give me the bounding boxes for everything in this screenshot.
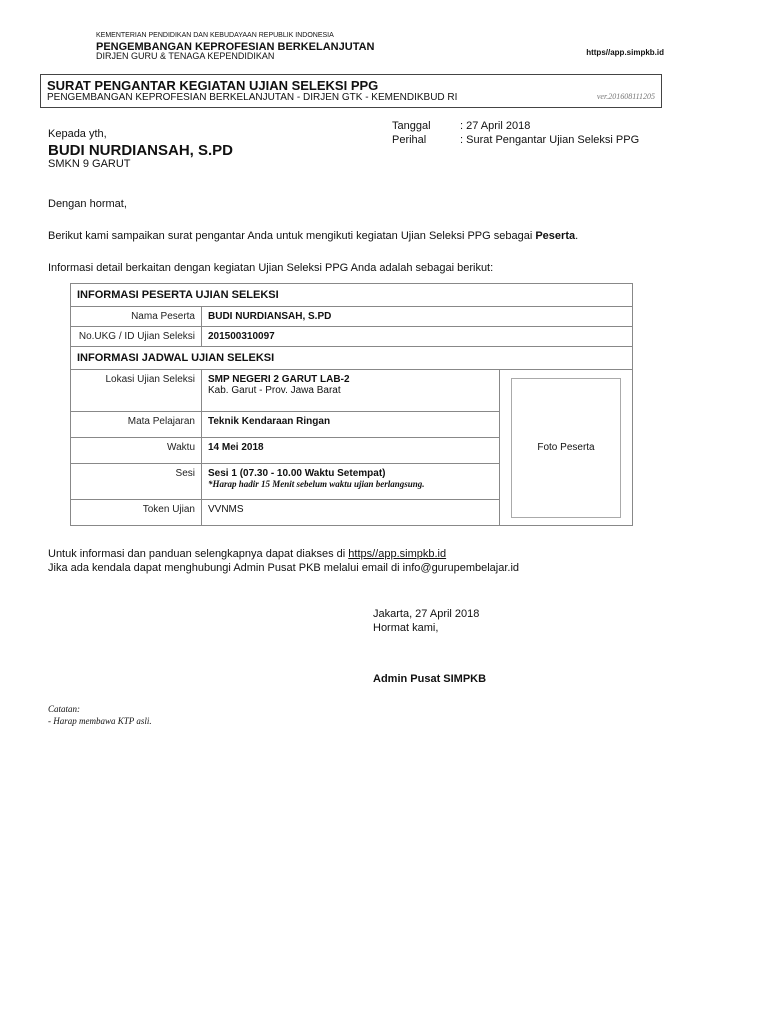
document-title: SURAT PENGANTAR KEGIATAN UJIAN SELEKSI PPG	[47, 78, 379, 93]
directorate-name: DIRJEN GURU & TENAGA KEPENDIDIKAN	[96, 51, 275, 61]
session-value: Sesi 1 (07.30 - 10.00 Waktu Setempat)	[208, 468, 386, 479]
signer: Admin Pusat SIMPKB	[373, 673, 487, 685]
info-table	[70, 283, 633, 526]
location-label: Lokasi Ujian Seleksi	[71, 370, 202, 412]
notes-item: - Harap membawa KTP asli.	[48, 716, 152, 726]
place-date: Jakarta, 27 April 2018	[373, 608, 480, 620]
name-label: Nama Peserta	[71, 307, 202, 327]
title-box	[40, 74, 662, 108]
token-value: VVNMS	[202, 500, 500, 526]
table-row	[71, 370, 633, 412]
header-url: https//app.simpkb.id	[586, 48, 664, 57]
table-row	[71, 327, 633, 347]
perihal-label: Perihal	[392, 134, 427, 146]
tanggal-value: : 27 April 2018	[460, 120, 531, 132]
session-cell	[202, 464, 500, 500]
program-name: PENGEMBANGAN KEPROFESIAN BERKELANJUTAN	[96, 41, 375, 53]
time-label: Waktu	[71, 438, 202, 464]
info-prefix: Untuk informasi dan panduan selengkapnya dapat diakses di	[48, 548, 349, 560]
time-value: 14 Mei 2018	[202, 438, 500, 464]
intro-prefix: Berikut kami sampaikan surat pengantar Anda untuk mengikuti kegiatan Ujian Seleksi PPG sebagai	[48, 230, 536, 242]
token-label: Token Ujian	[71, 500, 202, 526]
table-row	[71, 307, 633, 327]
photo-cell	[500, 370, 633, 526]
version-label: ver.201608111205	[596, 92, 655, 101]
document-subtitle: PENGEMBANGAN KEPROFESIAN BERKELANJUTAN - DIRJEN GTK - KEMENDIKBUD RI	[47, 92, 458, 103]
session-label: Sesi	[71, 464, 202, 500]
letter-meta	[392, 119, 639, 147]
table-row	[71, 284, 633, 307]
intro-role: Peserta	[535, 230, 576, 242]
detail-line: Informasi detail berkaitan dengan kegiatan Ujian Seleksi PPG Anda adalah sebagai berikut:	[48, 262, 494, 274]
schedule-section-title: INFORMASI JADWAL UJIAN SELEKSI	[71, 347, 633, 370]
table-row	[71, 347, 633, 370]
notes	[48, 703, 152, 727]
name-value: BUDI NURDIANSAH, S.PD	[202, 307, 633, 327]
info-line	[48, 548, 446, 560]
ministry-name: KEMENTERIAN PENDIDIKAN DAN KEBUDAYAAN REPUBLIK INDONESIA	[96, 32, 334, 39]
intro-suffix: .	[575, 230, 579, 242]
location-value: SMP NEGERI 2 GARUT LAB-2	[208, 374, 350, 385]
location-sub: Kab. Garut - Prov. Jawa Barat	[208, 385, 341, 396]
contact-line: Jika ada kendala dapat menghubungi Admin Pusat PKB melalui email di info@gurupembelajar.id	[48, 562, 520, 574]
id-label: No.UKG / ID Ujian Seleksi	[71, 327, 202, 347]
closing: Hormat kami,	[373, 622, 439, 634]
notes-title: Catatan:	[48, 704, 81, 714]
intro-line	[48, 230, 578, 242]
tanggal-label: Tanggal	[392, 120, 431, 132]
info-link[interactable]: https//app.simpkb.id	[348, 548, 447, 560]
participant-section-title: INFORMASI PESERTA UJIAN SELEKSI	[71, 284, 633, 307]
recipient-name: BUDI NURDIANSAH, S.PD	[48, 142, 234, 159]
id-value: 201500310097	[202, 327, 633, 347]
photo-placeholder	[511, 378, 621, 518]
subject-label: Mata Pelajaran	[71, 412, 202, 438]
subject-value: Teknik Kendaraan Ringan	[202, 412, 500, 438]
salutation: Dengan hormat,	[48, 198, 127, 210]
perihal-value: : Surat Pengantar Ujian Seleksi PPG	[460, 134, 640, 146]
recipient-greeting: Kepada yth,	[48, 128, 107, 140]
recipient-school: SMKN 9 GARUT	[48, 158, 131, 170]
photo-label: Foto Peserta	[537, 442, 595, 453]
location-cell	[202, 370, 500, 412]
session-note: *Harap hadir 15 Menit sebelum waktu ujian berlangsung.	[208, 479, 425, 489]
